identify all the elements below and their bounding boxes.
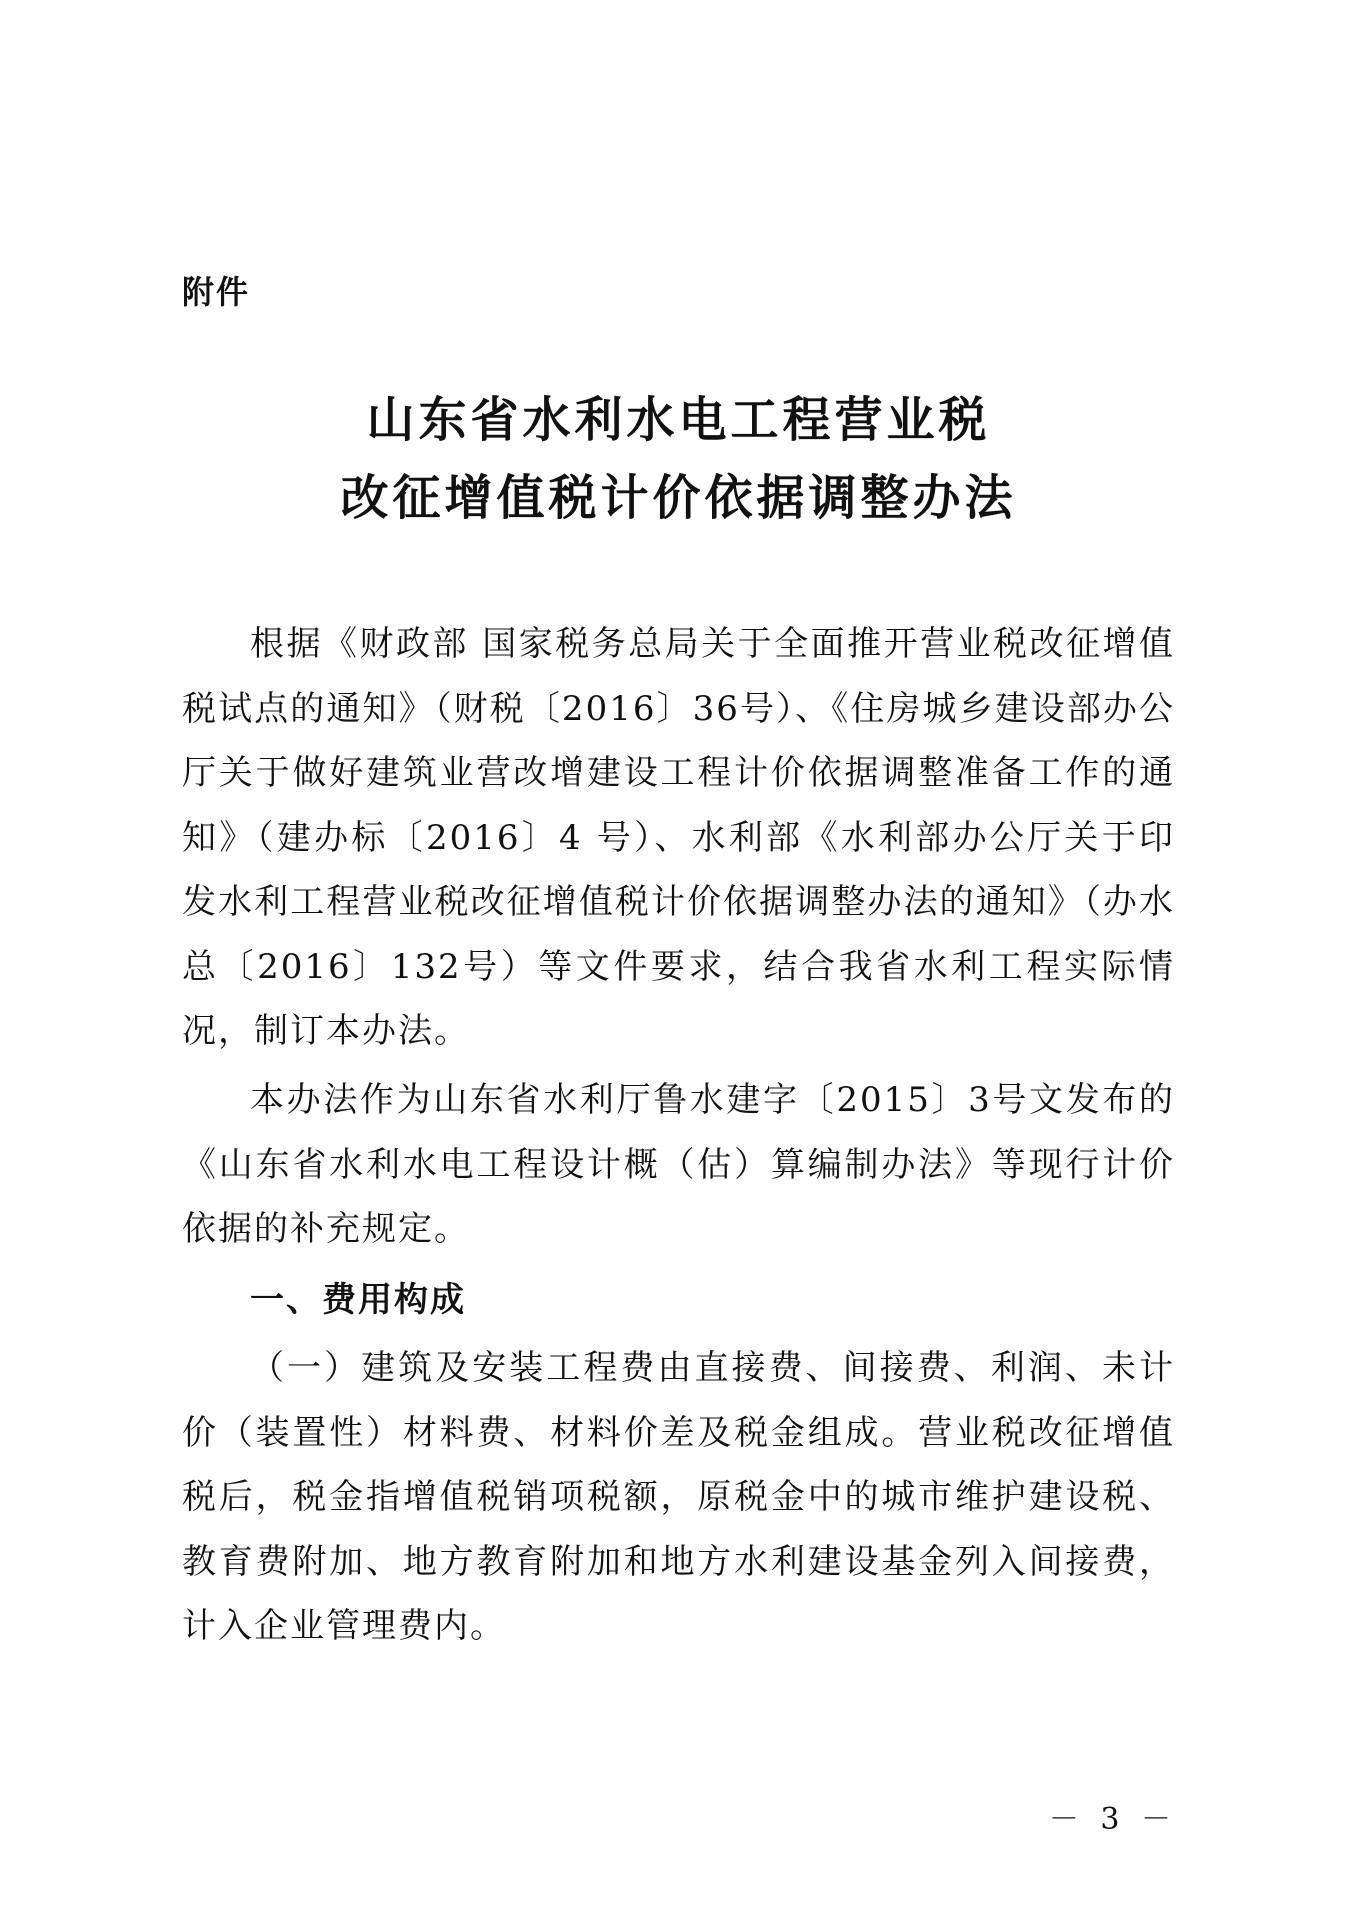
document-title-line-1: 山东省水利水电工程营业税: [366, 392, 991, 448]
body-paragraph-2-block: [182, 1068, 1175, 1262]
section-heading: 一、费用构成: [250, 1280, 466, 1320]
body-paragraph-1-block: [182, 612, 1175, 1064]
attachment-label: 附件: [182, 273, 251, 311]
section-paragraph: （一）建筑及安装工程费由直接费、间接费、利润、未计价（装置性）材料费、材料价差及税金组成。营业税改征增值税后，税金指增值税销项税额，原税金中的城市维护建设税、教育费附加、地方教育附加和地方水利建设基金列入间接费，计入企业管理费内。: [182, 1348, 1175, 1646]
section-paragraph-block: [182, 1336, 1175, 1659]
page-number: － 3 －: [1048, 1802, 1177, 1837]
body-paragraph: 根据《财政部 国家税务总局关于全面推开营业税改征增值税试点的通知》（财税〔2016〕36号）、《住房城乡建设部办公厅关于做好建筑业营改增建设工程计价依据调整准备工作的通知》（建办标〔2016〕4 号）、水利部《水利部办公厅关于印发水利工程营业税改征增值税计价依据调整办法的通知》（办水总〔2016〕132号）等文件要求，结合我省水利工程实际情况，制订本办法。: [182, 624, 1175, 1051]
body-paragraph: 本办法作为山东省水利厅鲁水建字〔2015〕3号文发布的《山东省水利水电工程设计概（估）算编制办法》等现行计价依据的补充规定。: [182, 1080, 1175, 1249]
document-title-line-2: 改征增值税计价依据调整办法: [340, 470, 1017, 526]
